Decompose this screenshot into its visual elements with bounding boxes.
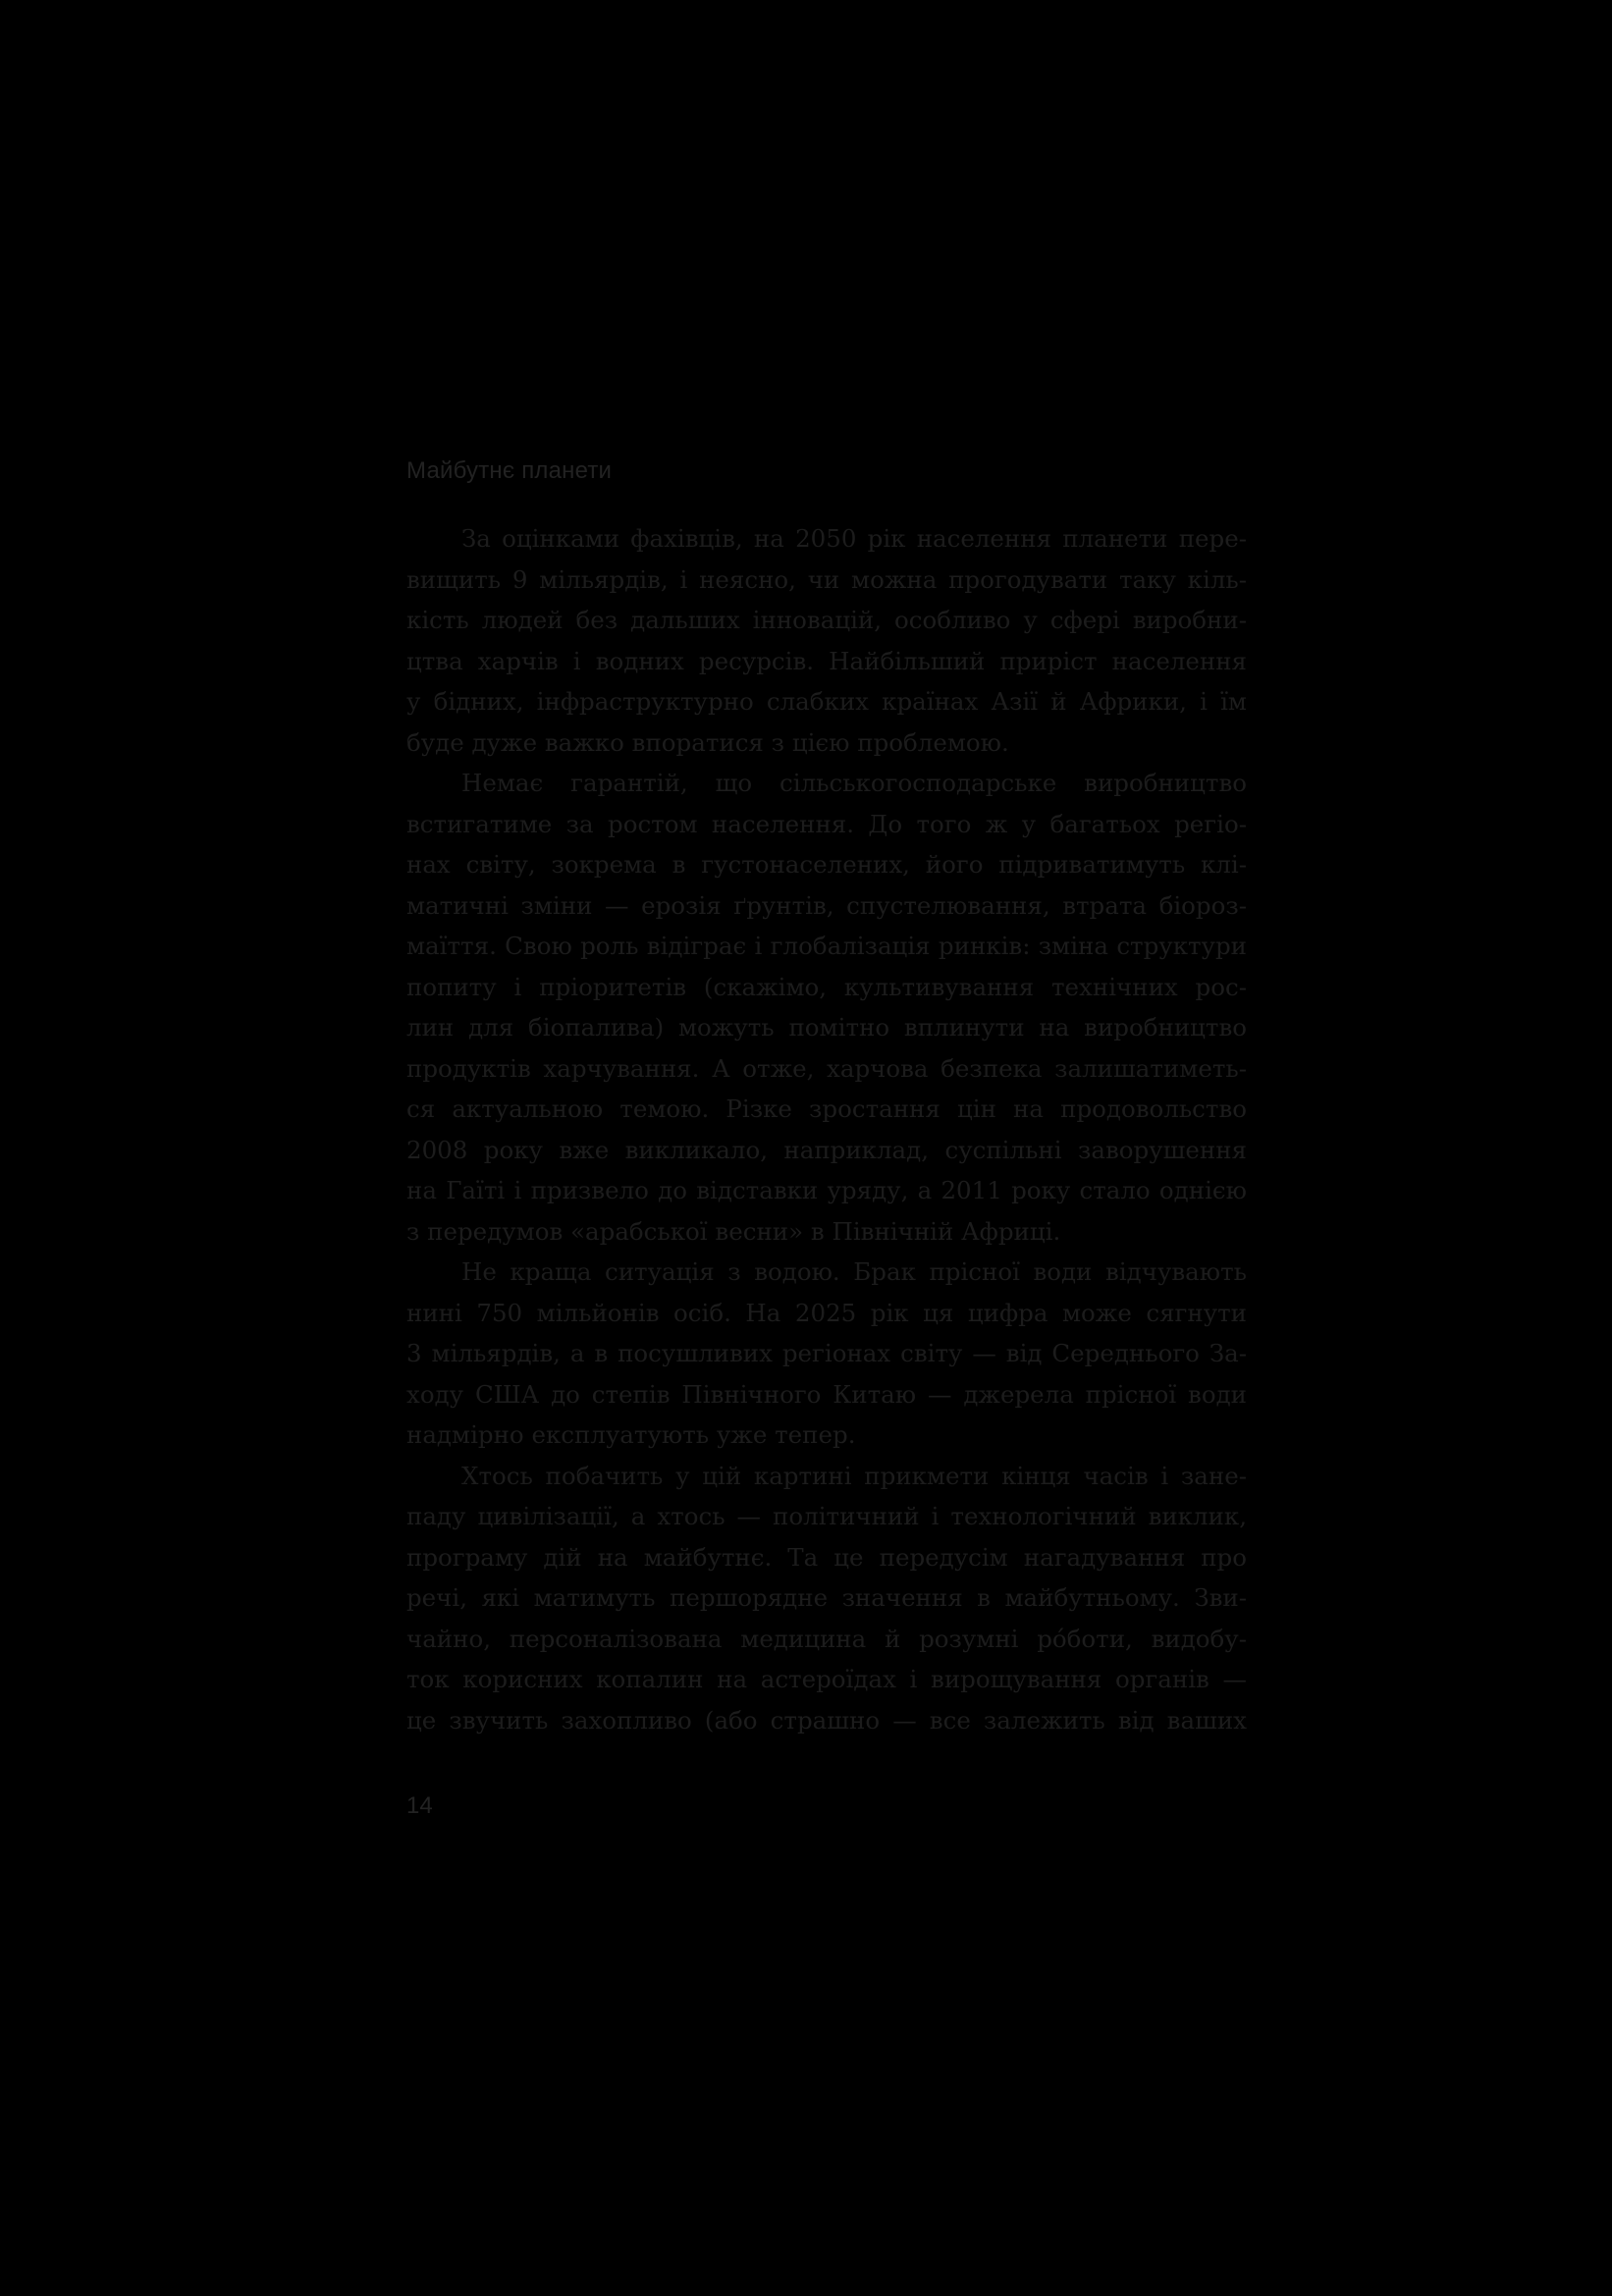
- text-line: 2008 року вже викликало, наприклад, суспільні заворушення: [406, 1135, 1247, 1164]
- running-head: Майбутнє планети: [406, 457, 613, 484]
- text-line: це звучить захопливо (або страшно — все залежить від ваших: [406, 1705, 1247, 1735]
- text-line: з передумов «арабської весни» в Північній Африці.: [406, 1216, 1061, 1246]
- text-line: речі, які матимуть першорядне значення в майбутньому. Зви-: [406, 1583, 1247, 1612]
- text-line: чайно, персоналізована медицина й розумні ро́боти, видобу-: [406, 1624, 1247, 1653]
- text-line: маїття. Свою роль відіграє і глобалізація ринків: зміна структури: [406, 932, 1247, 960]
- text-line: ся актуальною темою. Різке зростання цін на продовольство: [406, 1095, 1247, 1123]
- text-line: буде дуже важко впоратися з цією проблемою.: [406, 727, 1009, 757]
- text-line: матичні зміни — ерозія ґрунтів, спустелювання, втрата біороз-: [406, 890, 1247, 920]
- text-line: паду цивілізації, а хтось — політичний і технологічний виклик,: [406, 1502, 1247, 1530]
- text-line: кість людей без дальших інновацій, особливо у сфері виробни-: [406, 606, 1247, 634]
- text-line: Хтось побачить у цій картині прикмети кінця часів і зане-: [461, 1461, 1247, 1490]
- text-line: програму дій на майбутнє. Та це передусім нагадування про: [406, 1542, 1247, 1572]
- text-line: встигатиме за ростом населення. До того ж у багатьох регіо-: [406, 809, 1247, 838]
- text-line: вищить 9 мільярдів, і неясно, чи можна прогодувати таку кіль-: [406, 564, 1247, 594]
- page-number: 14: [406, 1792, 433, 1819]
- text-line: ходу США до степів Північного Китаю — джерела прісної води: [406, 1379, 1247, 1409]
- text-line: Немає гарантій, що сільськогосподарське виробництво: [461, 769, 1247, 797]
- text-line: у бідних, інфраструктурно слабких країнах Азії й Африки, і їм: [406, 687, 1247, 716]
- text-line: надмірно експлуатують уже тепер.: [406, 1420, 856, 1449]
- body-text: [406, 518, 1247, 1740]
- text-line: нах світу, зокрема в густонаселених, його підриватимуть клі-: [406, 850, 1247, 879]
- text-line: Не краща ситуація з водою. Брак прісної води відчувають: [461, 1257, 1247, 1286]
- text-line: цтва харчів і водних ресурсів. Найбільший приріст населення: [406, 646, 1247, 675]
- text-line: За оцінками фахівців, на 2050 рік населення планети пере-: [461, 524, 1247, 553]
- text-line: попиту і пріоритетів (скажімо, культивування технічних рос-: [406, 972, 1247, 1001]
- text-line: нині 750 мільйонів осіб. На 2025 рік ця цифра може сягнути: [406, 1298, 1247, 1327]
- text-line: 3 мільярдів, а в посушливих регіонах світу — від Середнього За-: [406, 1339, 1247, 1367]
- text-line: продуктів харчування. А отже, харчова безпека залишатиметь-: [406, 1053, 1247, 1083]
- text-line: ток корисних копалин на астероїдах і вирощування органів —: [406, 1665, 1247, 1693]
- text-line: лин для біопалива) можуть помітно вплинути на виробництво: [406, 1013, 1247, 1041]
- text-line: на Гаїті і призвело до відставки уряду, а 2011 року стало однією: [406, 1176, 1247, 1204]
